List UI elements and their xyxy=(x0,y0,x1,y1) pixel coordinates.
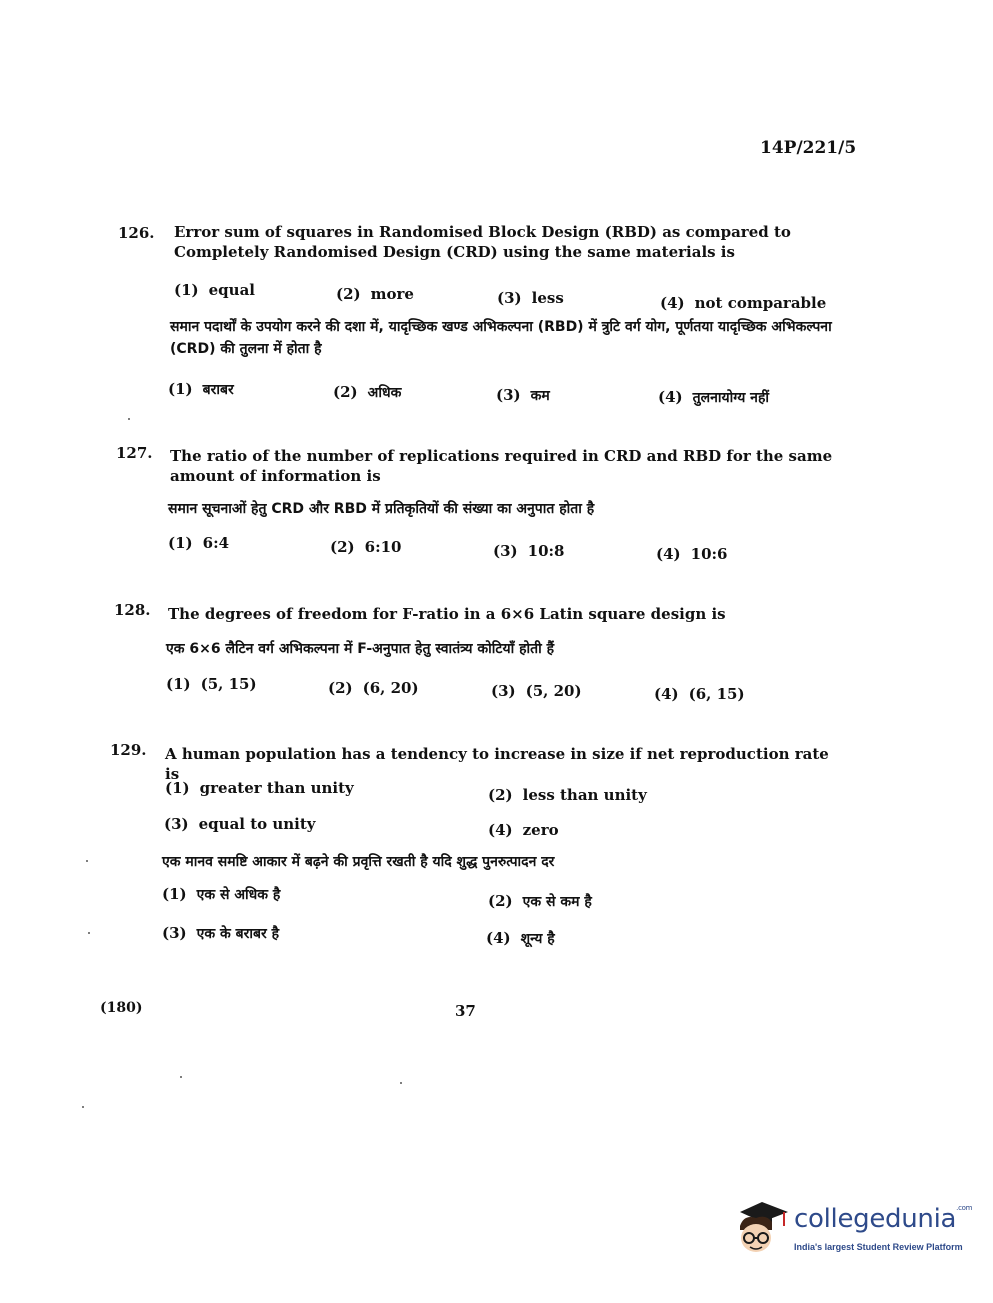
option-3 xyxy=(164,815,316,833)
option-text: 6:10 xyxy=(364,538,402,556)
option-number: (2) xyxy=(488,892,513,910)
option-number: (4) xyxy=(658,388,683,406)
hindi-option-2 xyxy=(333,383,401,402)
page-number: 37 xyxy=(455,1002,476,1020)
option-text: greater than unity xyxy=(199,779,354,797)
paper-code: 14P/221/5 xyxy=(760,138,857,158)
option-text: equal to unity xyxy=(198,815,316,833)
option-number: (1) xyxy=(162,885,187,903)
option-number: (1) xyxy=(166,675,191,693)
logo-name-text: collegedunia xyxy=(794,1204,957,1234)
question-hindi: एक 6×6 लैटिन वर्ग अभिकल्पना में F-अनुपात हेतु स्वातंत्र्य कोटियाँ होती हैं xyxy=(166,641,555,657)
question-number: 127. xyxy=(116,444,153,462)
option-text: more xyxy=(370,285,414,303)
option-text: 6:4 xyxy=(202,534,230,552)
logo-tagline: India's largest Student Review Platform xyxy=(794,1242,963,1252)
option-1 xyxy=(165,779,354,797)
question-number: 129. xyxy=(110,741,147,759)
option-number: (1) xyxy=(168,380,193,398)
option-text: 10:6 xyxy=(690,545,728,563)
option-number: (3) xyxy=(493,542,518,560)
option-3 xyxy=(491,682,582,700)
option-text: not comparable xyxy=(694,294,827,312)
option-1 xyxy=(168,534,229,552)
question-text: The degrees of freedom for F-ratio in a 6×6 Latin square design is xyxy=(168,605,726,623)
option-2 xyxy=(330,538,402,556)
option-text: zero xyxy=(522,821,559,839)
option-number: (4) xyxy=(656,545,681,563)
option-text: अधिक xyxy=(367,385,402,401)
option-number: (2) xyxy=(488,786,513,804)
option-text: एक के बराबर है xyxy=(196,926,280,942)
option-4 xyxy=(656,545,728,563)
scan-speck xyxy=(400,1082,402,1084)
option-number: (1) xyxy=(174,281,199,299)
option-number: (1) xyxy=(168,534,193,552)
option-number: (3) xyxy=(496,386,521,404)
logo-wordmark xyxy=(794,1204,972,1234)
option-text: बराबर xyxy=(202,382,234,398)
option-text: (6, 15) xyxy=(688,685,745,703)
hindi-option-4 xyxy=(658,388,769,407)
question-text: A human population has a tendency to increase in size if net reproduction rate is xyxy=(165,745,829,783)
hindi-option-3 xyxy=(496,386,550,405)
question-hindi: एक मानव समष्टि आकार में बढ़ने की प्रवृत्ति रखती है यदि शुद्ध पुनरुत्पादन दर xyxy=(162,854,555,870)
option-4 xyxy=(488,821,559,839)
scan-speck xyxy=(88,932,90,934)
scan-speck xyxy=(128,418,130,420)
option-number: (4) xyxy=(654,685,679,703)
hindi-option-1 xyxy=(162,885,280,904)
option-text: (5, 20) xyxy=(525,682,582,700)
hindi-option-4 xyxy=(486,929,555,948)
scan-speck xyxy=(82,1106,84,1108)
option-text: 10:8 xyxy=(527,542,565,560)
scan-speck xyxy=(86,860,88,862)
option-number: (3) xyxy=(497,289,522,307)
option-2 xyxy=(336,285,414,303)
question-number: 126. xyxy=(118,224,155,242)
question-number: 128. xyxy=(114,601,151,619)
option-number: (4) xyxy=(488,821,513,839)
collegedunia-logo xyxy=(732,1196,973,1260)
option-number: (2) xyxy=(328,679,353,697)
logo-suffix: .com xyxy=(956,1204,973,1212)
option-text: (6, 20) xyxy=(362,679,419,697)
hindi-option-2 xyxy=(488,892,592,911)
option-number: (2) xyxy=(336,285,361,303)
option-text: less xyxy=(531,289,564,307)
option-text: एक से कम है xyxy=(522,894,592,910)
option-number: (2) xyxy=(333,383,358,401)
option-text: less than unity xyxy=(522,786,647,804)
option-number: (1) xyxy=(165,779,190,797)
option-number: (3) xyxy=(162,924,187,942)
option-number: (3) xyxy=(164,815,189,833)
question-hindi: समान सूचनाओं हेतु CRD और RBD में प्रतिकृतियों की संख्या का अनुपात होता है xyxy=(168,501,595,517)
question-text: The ratio of the number of replications required in CRD and RBD for the same amount of information is xyxy=(170,447,833,485)
option-text: एक से अधिक है xyxy=(196,887,281,903)
option-4 xyxy=(660,294,826,312)
option-1 xyxy=(174,281,255,299)
option-text: equal xyxy=(208,281,255,299)
footer-code: (180) xyxy=(100,1000,143,1016)
option-text: शून्य है xyxy=(520,931,555,947)
option-1 xyxy=(166,675,257,693)
option-number: (4) xyxy=(660,294,685,312)
hindi-option-3 xyxy=(162,924,279,943)
option-4 xyxy=(654,685,745,703)
option-number: (3) xyxy=(491,682,516,700)
question-hindi: समान पदार्थों के उपयोग करने की दशा में, यादृच्छिक खण्ड अभिकल्पना (RBD) में त्रुटि वर्ग योग, पूर्णतया यादृच्छिक अभिकल्पना (CRD) की तुलना में होता है xyxy=(170,319,832,357)
scan-speck xyxy=(180,1076,182,1078)
mascot-icon xyxy=(732,1196,792,1260)
question-text: Error sum of squares in Randomised Block Design (RBD) as compared to Completely Randomised Design (CRD) using the same materials is xyxy=(174,223,791,261)
option-text: कम xyxy=(530,388,550,404)
option-2 xyxy=(488,786,647,804)
option-2 xyxy=(328,679,419,697)
option-3 xyxy=(497,289,564,307)
option-number: (4) xyxy=(486,929,511,947)
option-number: (2) xyxy=(330,538,355,556)
option-3 xyxy=(493,542,565,560)
option-text: (5, 15) xyxy=(200,675,257,693)
hindi-option-1 xyxy=(168,380,234,399)
option-text: तुलनायोग्य नहीं xyxy=(692,390,770,406)
